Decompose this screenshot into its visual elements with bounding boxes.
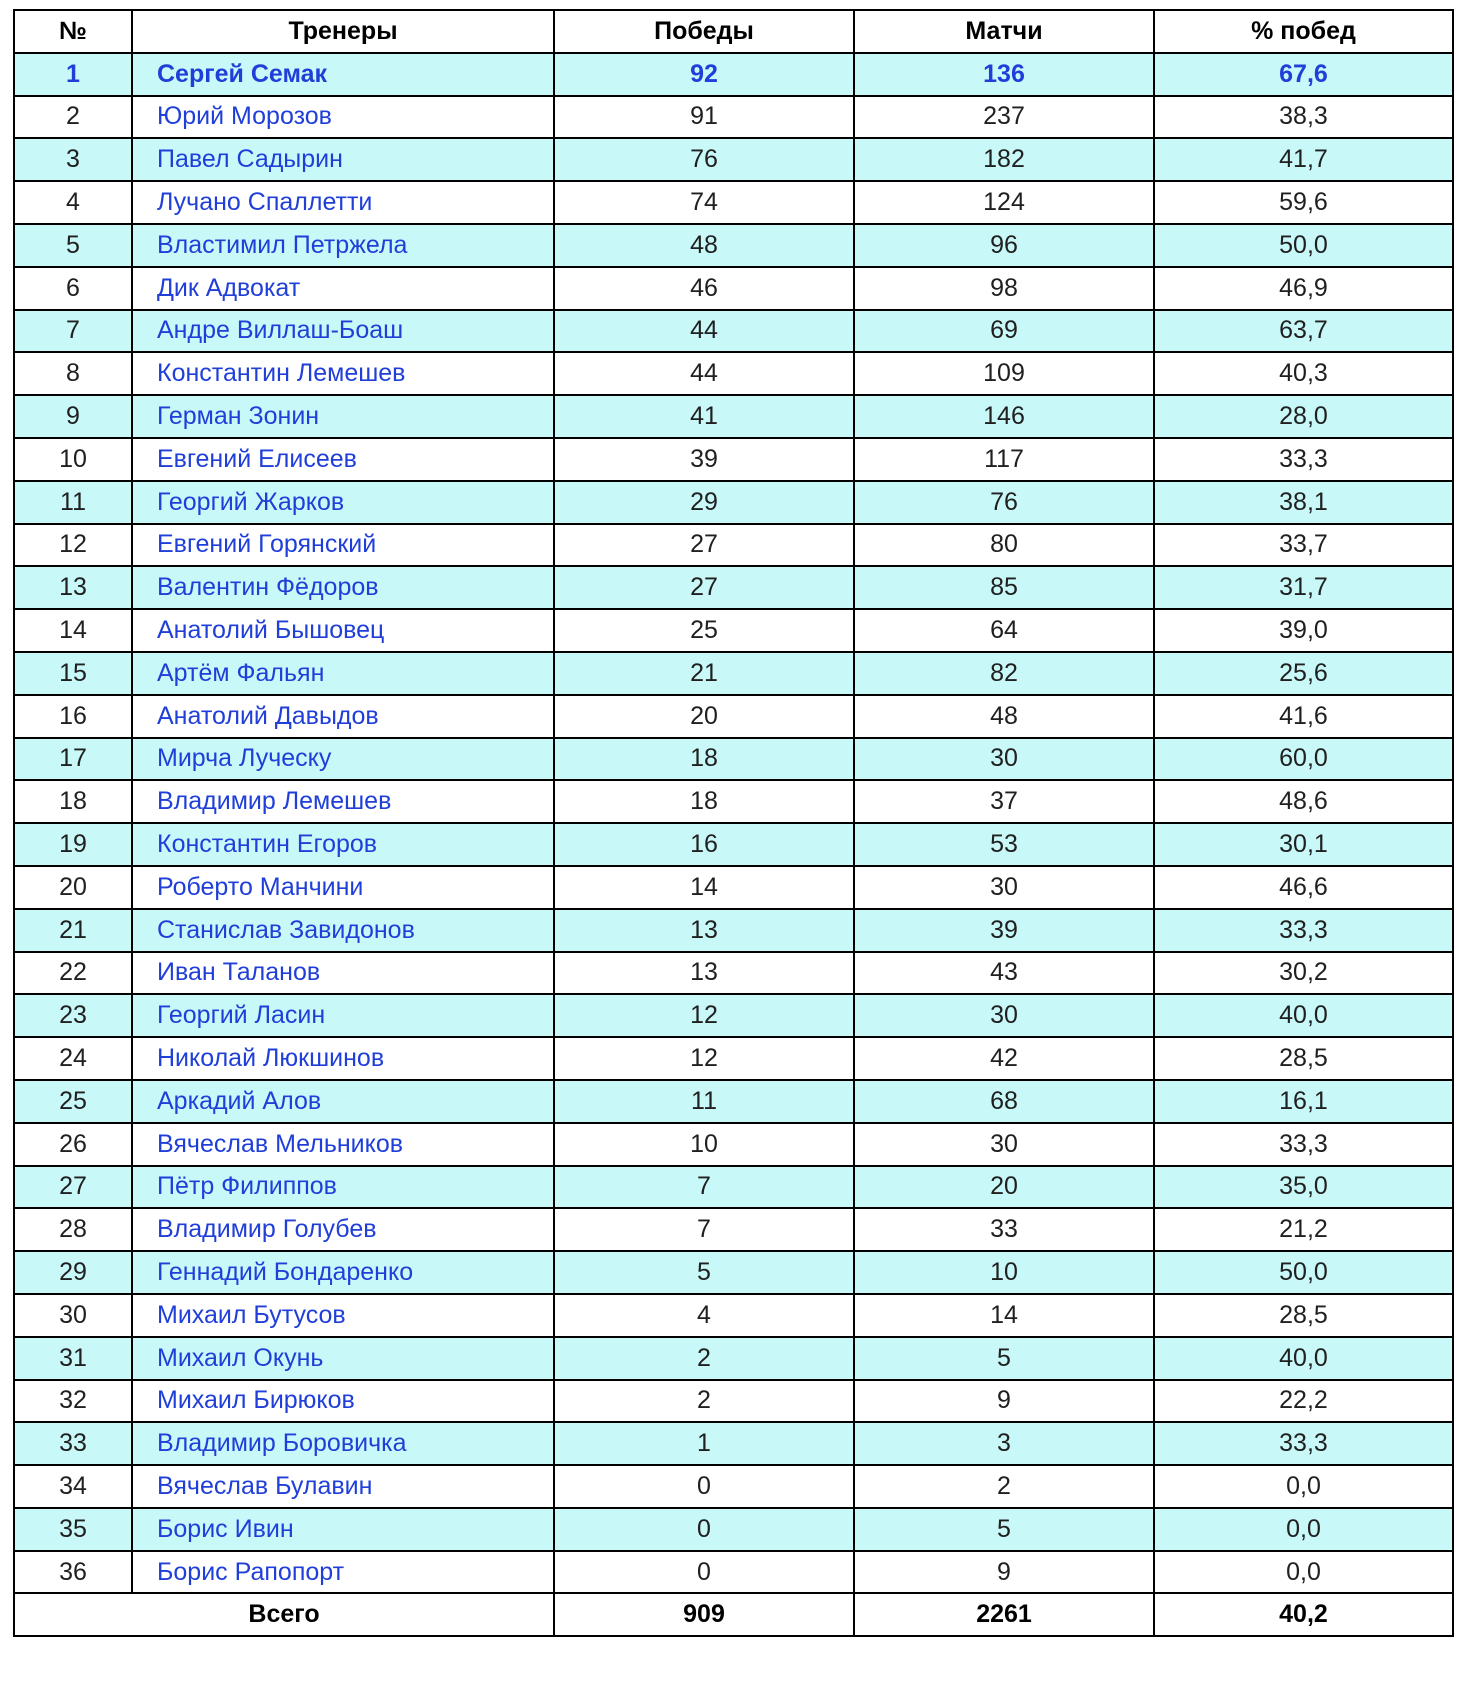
win-pct-cell: 40,3 [1154,352,1453,395]
table-row [14,524,1453,567]
table-row [14,53,1453,96]
table-row [14,96,1453,139]
row-number: 34 [14,1465,132,1508]
table-row [14,1037,1453,1080]
coach-name-link[interactable]: Георгий Ласин [132,994,554,1037]
matches-cell: 146 [854,395,1154,438]
row-number: 21 [14,909,132,952]
coach-name-link[interactable]: Лучано Спаллетти [132,181,554,224]
win-pct-cell: 30,1 [1154,823,1453,866]
wins-cell: 0 [554,1551,854,1594]
wins-cell: 18 [554,780,854,823]
header-row [14,10,1453,53]
wins-cell: 5 [554,1251,854,1294]
coach-name-link[interactable]: Владимир Голубев [132,1208,554,1251]
win-pct-cell: 41,6 [1154,695,1453,738]
row-number: 4 [14,181,132,224]
row-number: 24 [14,1037,132,1080]
matches-cell: 182 [854,138,1154,181]
win-pct-cell: 30,2 [1154,952,1453,995]
wins-cell: 16 [554,823,854,866]
coach-name-link[interactable]: Владимир Боровичка [132,1422,554,1465]
matches-cell: 33 [854,1208,1154,1251]
row-number: 31 [14,1337,132,1380]
wins-cell: 44 [554,310,854,353]
coach-name-link[interactable]: Анатолий Бышовец [132,609,554,652]
table-row [14,566,1453,609]
row-number: 6 [14,267,132,310]
coach-name-link[interactable]: Константин Егоров [132,823,554,866]
matches-cell: 39 [854,909,1154,952]
matches-cell: 30 [854,1123,1154,1166]
coach-name-link[interactable]: Михаил Бутусов [132,1294,554,1337]
coach-name-link[interactable]: Роберто Манчини [132,866,554,909]
win-pct-cell: 38,3 [1154,96,1453,139]
row-number: 32 [14,1380,132,1423]
coach-name-link[interactable]: Павел Садырин [132,138,554,181]
matches-cell: 69 [854,310,1154,353]
wins-cell: 27 [554,524,854,567]
table-row [14,738,1453,781]
wins-cell: 13 [554,909,854,952]
coach-name-link[interactable]: Андре Виллаш-Боаш [132,310,554,353]
row-number: 2 [14,96,132,139]
row-number: 8 [14,352,132,395]
wins-cell: 27 [554,566,854,609]
matches-cell: 117 [854,438,1154,481]
wins-cell: 29 [554,481,854,524]
win-pct-cell: 33,3 [1154,1422,1453,1465]
table-row [14,866,1453,909]
coach-name-link[interactable]: Михаил Окунь [132,1337,554,1380]
header-wins: Победы [554,10,854,53]
table-row [14,310,1453,353]
win-pct-cell: 67,6 [1154,53,1453,96]
table-row [14,267,1453,310]
wins-cell: 21 [554,652,854,695]
wins-cell: 14 [554,866,854,909]
win-pct-cell: 33,3 [1154,1123,1453,1166]
matches-cell: 64 [854,609,1154,652]
coach-name-link[interactable]: Герман Зонин [132,395,554,438]
table-row [14,1380,1453,1423]
coach-name-link[interactable]: Михаил Бирюков [132,1380,554,1423]
wins-cell: 46 [554,267,854,310]
header-coach: Тренеры [132,10,554,53]
table-row [14,1551,1453,1594]
win-pct-cell: 46,9 [1154,267,1453,310]
table-row [14,652,1453,695]
row-number: 30 [14,1294,132,1337]
win-pct-cell: 50,0 [1154,224,1453,267]
coach-name-link[interactable]: Иван Таланов [132,952,554,995]
matches-cell: 85 [854,566,1154,609]
row-number: 25 [14,1080,132,1123]
coaches-table [13,9,1454,1637]
table-row [14,1337,1453,1380]
table-row [14,695,1453,738]
matches-cell: 96 [854,224,1154,267]
matches-cell: 2 [854,1465,1154,1508]
table-row [14,181,1453,224]
win-pct-cell: 40,0 [1154,994,1453,1037]
row-number: 23 [14,994,132,1037]
table-row [14,352,1453,395]
matches-cell: 136 [854,53,1154,96]
row-number: 29 [14,1251,132,1294]
row-number: 5 [14,224,132,267]
matches-cell: 5 [854,1508,1154,1551]
table-row [14,823,1453,866]
matches-cell: 82 [854,652,1154,695]
row-number: 1 [14,53,132,96]
wins-cell: 20 [554,695,854,738]
coach-name-link[interactable]: Вячеслав Мельников [132,1123,554,1166]
wins-cell: 18 [554,738,854,781]
wins-cell: 76 [554,138,854,181]
total-label: Всего [14,1593,554,1636]
wins-cell: 1 [554,1422,854,1465]
win-pct-cell: 41,7 [1154,138,1453,181]
wins-cell: 39 [554,438,854,481]
table-row [14,1166,1453,1209]
header-matches: Матчи [854,10,1154,53]
row-number: 12 [14,524,132,567]
wins-cell: 0 [554,1508,854,1551]
coach-name-link[interactable]: Борис Рапопорт [132,1551,554,1594]
win-pct-cell: 0,0 [1154,1551,1453,1594]
table-row [14,481,1453,524]
coach-name-link[interactable]: Георгий Жарков [132,481,554,524]
win-pct-cell: 59,6 [1154,181,1453,224]
row-number: 27 [14,1166,132,1209]
win-pct-cell: 21,2 [1154,1208,1453,1251]
row-number: 26 [14,1123,132,1166]
wins-cell: 12 [554,994,854,1037]
coach-name-link[interactable]: Аркадий Алов [132,1080,554,1123]
win-pct-cell: 28,5 [1154,1037,1453,1080]
row-number: 18 [14,780,132,823]
win-pct-cell: 38,1 [1154,481,1453,524]
win-pct-cell: 28,0 [1154,395,1453,438]
coach-name-link[interactable]: Юрий Морозов [132,96,554,139]
matches-cell: 20 [854,1166,1154,1209]
matches-cell: 30 [854,866,1154,909]
wins-cell: 44 [554,352,854,395]
header-win-pct: % побед [1154,10,1453,53]
row-number: 10 [14,438,132,481]
wins-cell: 91 [554,96,854,139]
total-row [14,1593,1453,1636]
wins-cell: 13 [554,952,854,995]
row-number: 35 [14,1508,132,1551]
table-row [14,1294,1453,1337]
matches-cell: 30 [854,738,1154,781]
matches-cell: 98 [854,267,1154,310]
matches-cell: 37 [854,780,1154,823]
win-pct-cell: 35,0 [1154,1166,1453,1209]
coach-name-link[interactable]: Евгений Елисеев [132,438,554,481]
table-row [14,952,1453,995]
win-pct-cell: 46,6 [1154,866,1453,909]
coach-name-link[interactable]: Борис Ивин [132,1508,554,1551]
wins-cell: 41 [554,395,854,438]
table-row [14,1508,1453,1551]
matches-cell: 42 [854,1037,1154,1080]
win-pct-cell: 33,3 [1154,438,1453,481]
wins-cell: 92 [554,53,854,96]
coach-name-link[interactable]: Константин Лемешев [132,352,554,395]
total-win-pct: 40,2 [1154,1593,1453,1636]
table-row [14,1080,1453,1123]
wins-cell: 2 [554,1337,854,1380]
coach-name-link[interactable]: Евгений Горянский [132,524,554,567]
matches-cell: 48 [854,695,1154,738]
total-matches: 2261 [854,1593,1154,1636]
win-pct-cell: 60,0 [1154,738,1453,781]
table-row [14,609,1453,652]
table-row [14,224,1453,267]
matches-cell: 53 [854,823,1154,866]
win-pct-cell: 25,6 [1154,652,1453,695]
table-row [14,1422,1453,1465]
table-row [14,138,1453,181]
matches-cell: 124 [854,181,1154,224]
row-number: 28 [14,1208,132,1251]
wins-cell: 7 [554,1208,854,1251]
win-pct-cell: 39,0 [1154,609,1453,652]
matches-cell: 5 [854,1337,1154,1380]
wins-cell: 12 [554,1037,854,1080]
row-number: 17 [14,738,132,781]
wins-cell: 2 [554,1380,854,1423]
coach-name-link[interactable]: Пётр Филиппов [132,1166,554,1209]
matches-cell: 9 [854,1380,1154,1423]
matches-cell: 10 [854,1251,1154,1294]
wins-cell: 0 [554,1465,854,1508]
table-footer [14,1593,1453,1636]
table-header [14,10,1453,53]
wins-cell: 11 [554,1080,854,1123]
win-pct-cell: 0,0 [1154,1508,1453,1551]
total-wins: 909 [554,1593,854,1636]
wins-cell: 7 [554,1166,854,1209]
win-pct-cell: 63,7 [1154,310,1453,353]
matches-cell: 14 [854,1294,1154,1337]
matches-cell: 3 [854,1422,1154,1465]
win-pct-cell: 22,2 [1154,1380,1453,1423]
table-row [14,1465,1453,1508]
table-row [14,438,1453,481]
coach-name-link[interactable]: Мирча Луческу [132,738,554,781]
win-pct-cell: 16,1 [1154,1080,1453,1123]
coach-name-link[interactable]: Сергей Семак [132,53,554,96]
wins-cell: 74 [554,181,854,224]
coach-name-link[interactable]: Анатолий Давыдов [132,695,554,738]
matches-cell: 9 [854,1551,1154,1594]
row-number: 7 [14,310,132,353]
matches-cell: 76 [854,481,1154,524]
row-number: 14 [14,609,132,652]
row-number: 33 [14,1422,132,1465]
wins-cell: 10 [554,1123,854,1166]
coach-name-link[interactable]: Николай Люкшинов [132,1037,554,1080]
row-number: 36 [14,1551,132,1594]
coach-name-link[interactable]: Дик Адвокат [132,267,554,310]
win-pct-cell: 0,0 [1154,1465,1453,1508]
row-number: 16 [14,695,132,738]
coach-name-link[interactable]: Геннадий Бондаренко [132,1251,554,1294]
wins-cell: 25 [554,609,854,652]
coach-name-link[interactable]: Артём Фальян [132,652,554,695]
win-pct-cell: 33,7 [1154,524,1453,567]
row-number: 20 [14,866,132,909]
row-number: 3 [14,138,132,181]
row-number: 15 [14,652,132,695]
win-pct-cell: 31,7 [1154,566,1453,609]
coach-name-link[interactable]: Властимил Петржела [132,224,554,267]
table-row [14,1251,1453,1294]
header-number: № [14,10,132,53]
matches-cell: 30 [854,994,1154,1037]
win-pct-cell: 33,3 [1154,909,1453,952]
table-row [14,1123,1453,1166]
matches-cell: 43 [854,952,1154,995]
matches-cell: 237 [854,96,1154,139]
row-number: 11 [14,481,132,524]
row-number: 22 [14,952,132,995]
win-pct-cell: 48,6 [1154,780,1453,823]
row-number: 9 [14,395,132,438]
matches-cell: 80 [854,524,1154,567]
table-row [14,395,1453,438]
table-row [14,994,1453,1037]
win-pct-cell: 28,5 [1154,1294,1453,1337]
coach-name-link[interactable]: Станислав Завидонов [132,909,554,952]
win-pct-cell: 50,0 [1154,1251,1453,1294]
matches-cell: 109 [854,352,1154,395]
table-row [14,909,1453,952]
coach-name-link[interactable]: Вячеслав Булавин [132,1465,554,1508]
win-pct-cell: 40,0 [1154,1337,1453,1380]
wins-cell: 4 [554,1294,854,1337]
table-body [14,53,1453,1594]
wins-cell: 48 [554,224,854,267]
row-number: 13 [14,566,132,609]
coach-name-link[interactable]: Владимир Лемешев [132,780,554,823]
row-number: 19 [14,823,132,866]
matches-cell: 68 [854,1080,1154,1123]
table-row [14,780,1453,823]
table-row [14,1208,1453,1251]
coach-name-link[interactable]: Валентин Фёдоров [132,566,554,609]
